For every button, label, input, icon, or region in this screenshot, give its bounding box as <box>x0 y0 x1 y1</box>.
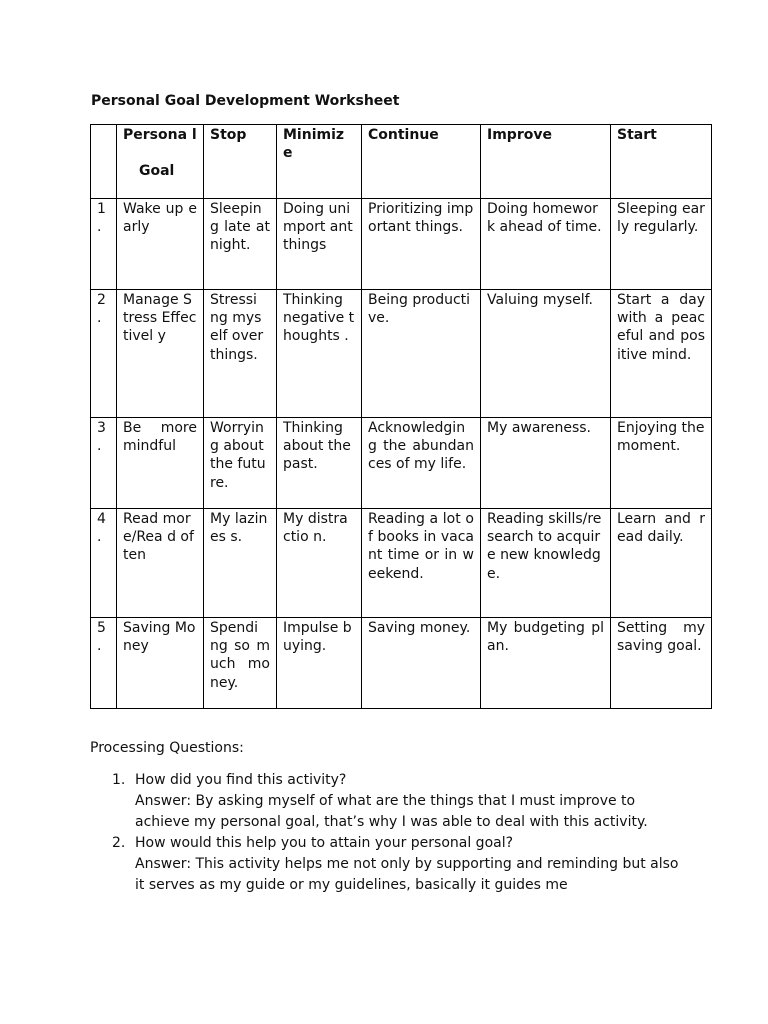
cell-goal: Saving Money <box>117 618 204 709</box>
list-item <box>90 770 690 833</box>
cell-goal: Wake up early <box>117 199 204 290</box>
cell-continue: Being productive. <box>362 290 481 418</box>
cell-start: Sleeping early regularly. <box>611 199 712 290</box>
cell-start: Learn and read daily. <box>611 509 712 618</box>
header-continue: Continue <box>362 125 481 199</box>
header-number <box>91 125 117 199</box>
header-personal-goal <box>117 125 204 199</box>
goal-worksheet-table <box>90 124 712 709</box>
processing-questions-title: Processing Questions: <box>90 740 244 756</box>
question-text: How would this help you to attain your personal goal? <box>135 835 514 851</box>
cell-minimize: Impulse buying. <box>277 618 362 709</box>
header-stop: Stop <box>204 125 277 199</box>
question-number: 2. <box>112 835 126 851</box>
cell-improve: Valuing myself. <box>481 290 611 418</box>
cell-goal: Read more/Rea d often <box>117 509 204 618</box>
cell-continue: Saving money. <box>362 618 481 709</box>
header-improve: Improve <box>481 125 611 199</box>
list-item <box>90 833 690 896</box>
row-number: 5 . <box>91 618 117 709</box>
cell-minimize: Thinking about the past. <box>277 418 362 509</box>
table-header-row <box>91 125 712 199</box>
row-number: 2 . <box>91 290 117 418</box>
cell-minimize: My distractio n. <box>277 509 362 618</box>
question-text: How did you find this activity? <box>135 772 347 788</box>
cell-minimize: Doing unimport ant things <box>277 199 362 290</box>
header-start: Start <box>611 125 712 199</box>
cell-stop: My lazines s. <box>204 509 277 618</box>
row-number: 3 . <box>91 418 117 509</box>
table-row <box>91 290 712 418</box>
cell-continue: Reading a lot of books in vacant time or in weekend. <box>362 509 481 618</box>
cell-minimize: Thinking negative thoughts . <box>277 290 362 418</box>
table-row <box>91 199 712 290</box>
cell-start: Enjoying the moment. <box>611 418 712 509</box>
header-personal-goal-line1: Persona l <box>123 127 197 143</box>
cell-stop: Spendi ng so much money. <box>204 618 277 709</box>
row-number: 1 . <box>91 199 117 290</box>
cell-improve: My awareness. <box>481 418 611 509</box>
header-personal-goal-line2: Goal <box>139 163 175 180</box>
cell-continue: Acknowledgin g the abundances of my life. <box>362 418 481 509</box>
cell-start: Setting my saving goal. <box>611 618 712 709</box>
answer-text: Answer: By asking myself of what are the things that I must improve to achieve my personal goal, that’s why I was able to deal with this activity. <box>135 793 648 830</box>
answer-text: Answer: This activity helps me not only by supporting and reminding but also it serves as my guide or my guidelines, basically it guides me <box>135 856 679 893</box>
cell-improve: My budgeting plan. <box>481 618 611 709</box>
table-row <box>91 509 712 618</box>
cell-start: Start a day with a peaceful and positive mind. <box>611 290 712 418</box>
table-row <box>91 418 712 509</box>
table-row <box>91 618 712 709</box>
page-title: Personal Goal Development Worksheet <box>91 93 400 109</box>
cell-stop: Sleepin g late at night. <box>204 199 277 290</box>
question-number: 1. <box>112 772 126 788</box>
processing-questions-list <box>90 770 690 896</box>
cell-goal: Be more mindful <box>117 418 204 509</box>
cell-goal: Manage Stress Effectivel y <box>117 290 204 418</box>
cell-continue: Prioritizing important things. <box>362 199 481 290</box>
cell-stop: Worryin g about the future. <box>204 418 277 509</box>
row-number: 4 . <box>91 509 117 618</box>
cell-improve: Doing homework ahead of time. <box>481 199 611 290</box>
header-minimize: Minimiz e <box>277 125 362 199</box>
cell-improve: Reading skills/research to acquire new knowledge. <box>481 509 611 618</box>
cell-stop: Stressi ng myself over things. <box>204 290 277 418</box>
